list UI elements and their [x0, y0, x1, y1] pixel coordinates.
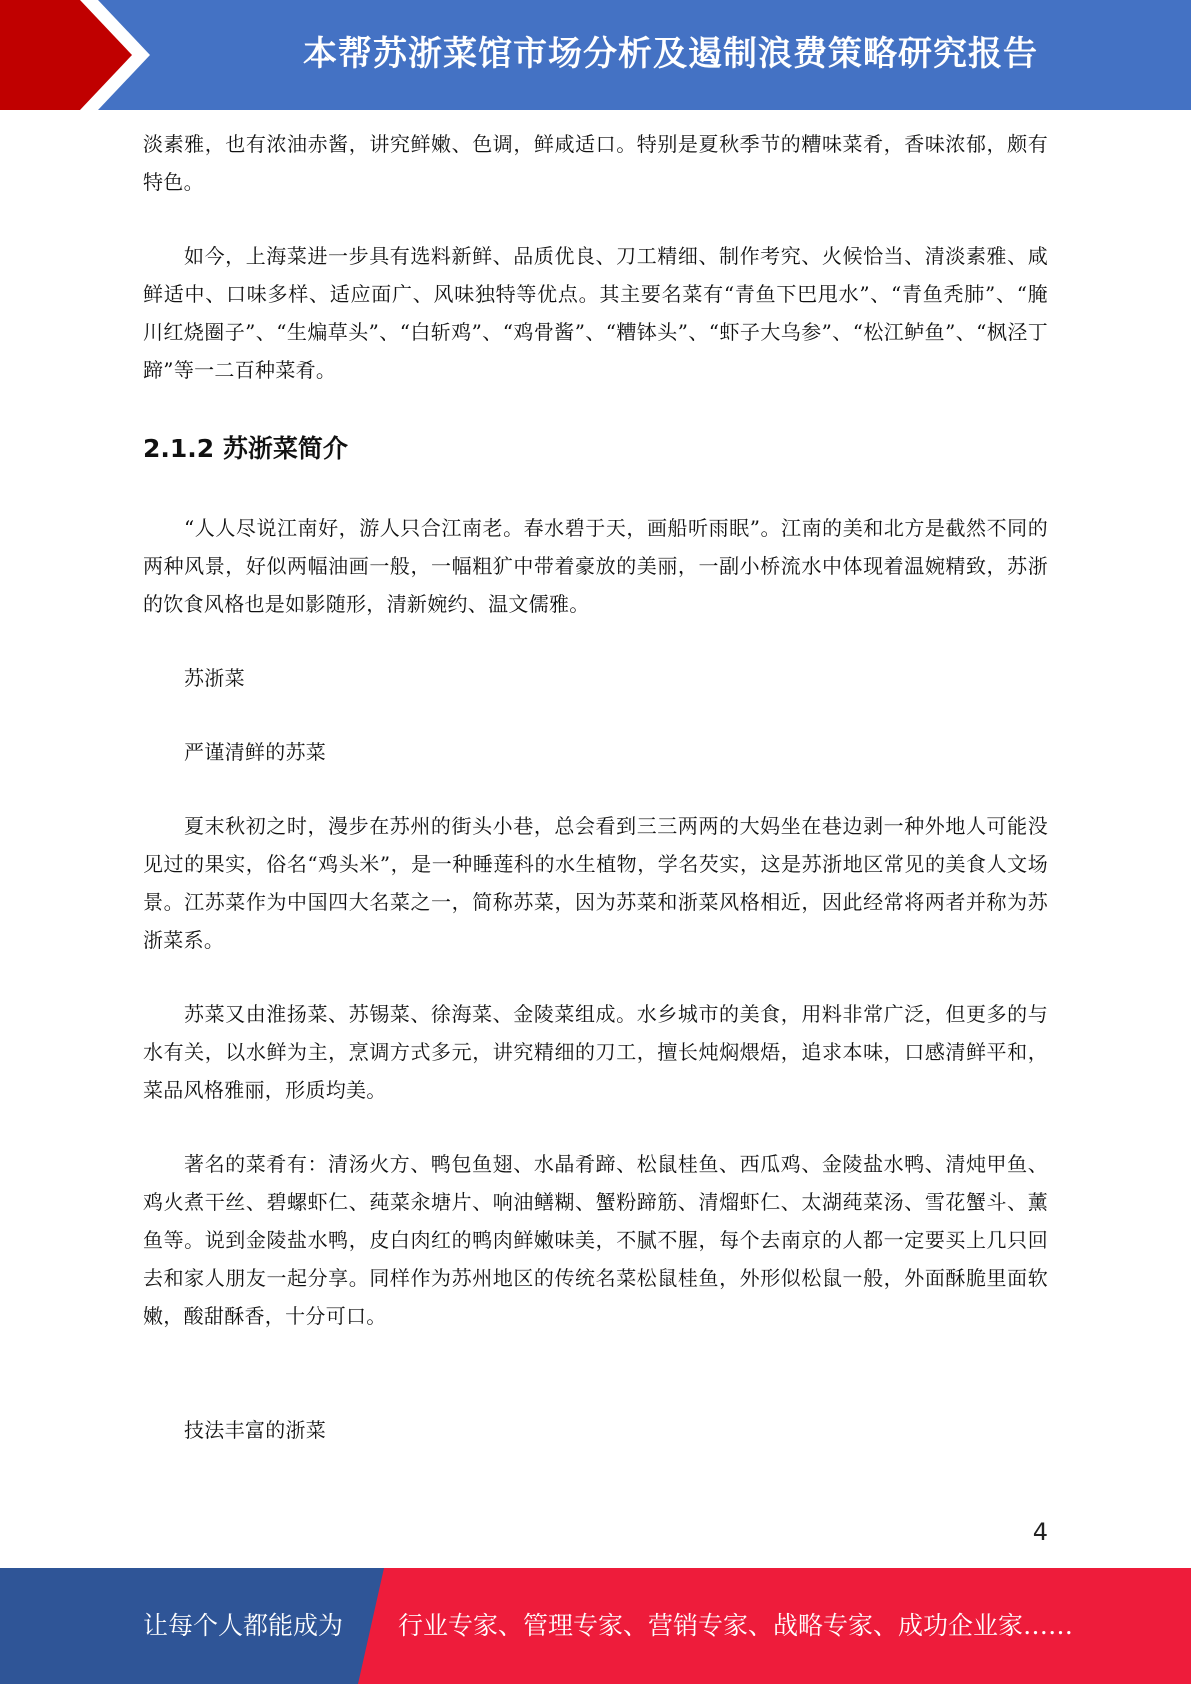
subheading-suzhe-cuisine: 苏浙菜 [184, 666, 245, 690]
document-title: 本帮苏浙菜馆市场分析及遏制浪费策略研究报告 [303, 34, 1038, 74]
footer-slogan-left: 让每个人都能成为 [143, 1611, 344, 1640]
subheading-zhe-cuisine: 技法丰富的浙菜 [184, 1418, 327, 1442]
page-number: 4 [1032, 1518, 1048, 1546]
chevron-arrow-icon [0, 0, 160, 110]
paragraph-shanghai-cuisine-cont: 淡素雅，也有浓油赤酱，讲究鲜嫩、色调，鲜咸适口。特别是夏秋季节的糟味菜肴，香味浓郁，颇有特色。 [143, 132, 1048, 194]
page-header [0, 0, 1191, 110]
paragraph-shanghai-dishes: 如今，上海菜进一步具有选料新鲜、品质优良、刀工精细、制作考究、火候恰当、清淡素雅、咸鲜适中、口味多样、适应面广、风味独特等优点。其主要名菜有“青鱼下巴甩水”、“青鱼秃肺”、“腌川红烧圈子”、“生煸草头”、“白斩鸡”、“鸡骨酱”、“糟钵头”、“虾子大乌参”、“松江鲈鱼”、“枫泾丁蹄”等一二百种菜肴。 [143, 244, 1048, 382]
paragraph-jiangnan-intro: “人人尽说江南好，游人只合江南老。春水碧于天，画船听雨眠”。江南的美和北方是截然不同的两种风景，好似两幅油画一般，一幅粗犷中带着豪放的美丽，一副小桥流水中体现着温婉精致，苏浙的饮食风格也是如影随形，清新婉约、温文儒雅。 [143, 516, 1048, 616]
paragraph-famous-dishes: 著名的菜肴有：清汤火方、鸭包鱼翅、水晶肴蹄、松鼠桂鱼、西瓜鸡、金陵盐水鸭、清炖甲鱼、鸡火煮干丝、碧螺虾仁、莼菜汆塘片、响油鳝糊、蟹粉蹄筋、清熘虾仁、太湖莼菜汤、雪花蟹斗、薰鱼等。说到金陵盐水鸭，皮白肉红的鸭肉鲜嫩味美，不腻不腥，每个去南京的人都一定要买上几只回去和家人朋友一起分享。同样作为苏州地区的传统名菜松鼠桂鱼，外形似松鼠一般，外面酥脆里面软嫩，酸甜酥香，十分可口。 [143, 1152, 1048, 1328]
paragraph-suzhou-scene: 夏末秋初之时，漫步在苏州的街头小巷，总会看到三三两两的大妈坐在巷边剥一种外地人可能没见过的果实，俗名“鸡头米”，是一种睡莲科的水生植物，学名芡实，这是苏浙地区常见的美食人文场景。江苏菜作为中国四大名菜之一，简称苏菜，因为苏菜和浙菜风格相近，因此经常将两者并称为苏浙菜系。 [143, 814, 1048, 952]
paragraph-su-cuisine-composition: 苏菜又由淮扬菜、苏锡菜、徐海菜、金陵菜组成。水乡城市的美食，用料非常广泛，但更多的与水有关，以水鲜为主，烹调方式多元，讲究精细的刀工，擅长炖焖煨焐，追求本味，口感清鲜平和，菜品风格雅丽，形质均美。 [143, 1002, 1048, 1102]
page-content [143, 125, 1048, 1449]
footer-slogan-right: 行业专家、管理专家、营销专家、战略专家、成功企业家…… [398, 1611, 1074, 1640]
subheading-su-cuisine: 严谨清鲜的苏菜 [184, 740, 327, 764]
page-footer [0, 1568, 1191, 1684]
section-heading: 2.1.2 苏浙菜简介 [143, 434, 348, 463]
